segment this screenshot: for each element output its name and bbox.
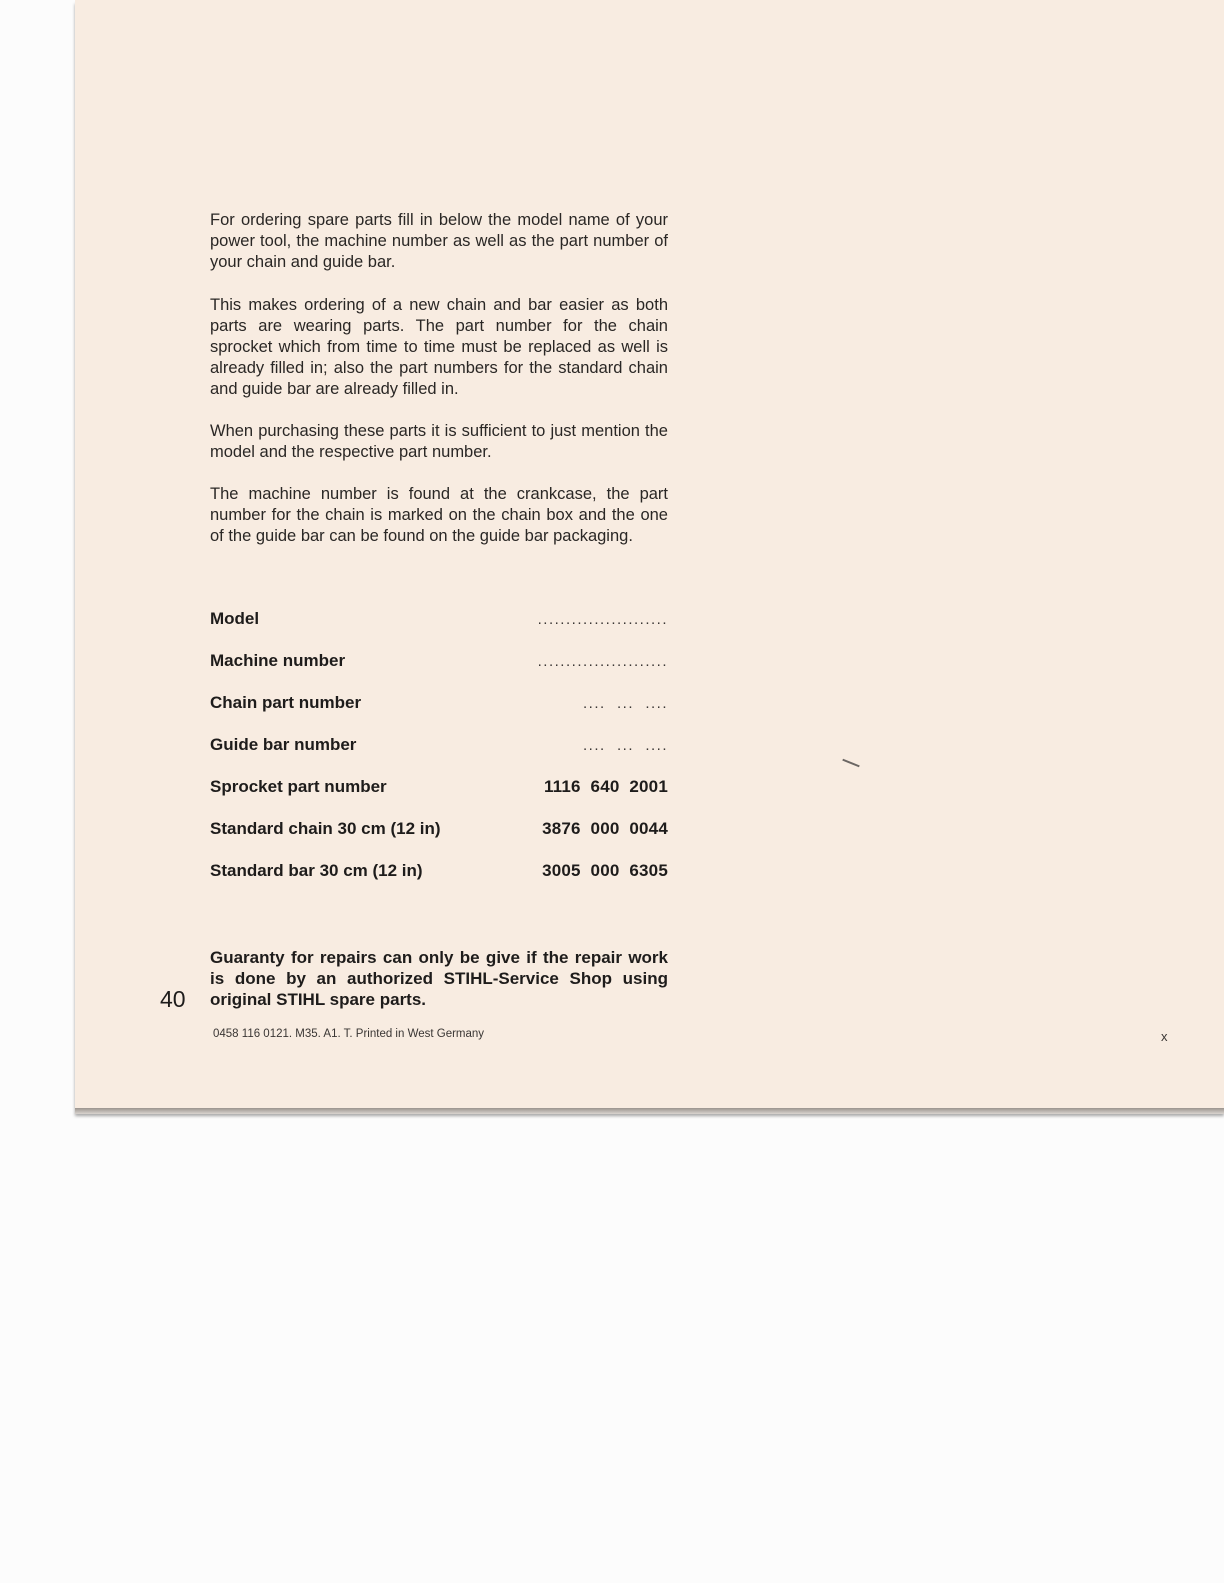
machine-number-paragraph: The machine number is found at the crankcase, the part number for the chain is marked on the chain box and the one of the guide bar can be found on the guide bar packaging. bbox=[210, 485, 668, 545]
corner-mark: x bbox=[1161, 1029, 1168, 1044]
parts-number-value: 3876 000 0044 bbox=[542, 819, 668, 838]
parts-label: Chain part number bbox=[210, 693, 362, 712]
parts-label: Standard chain 30 cm (12 in) bbox=[210, 819, 441, 838]
parts-label: Model bbox=[210, 609, 260, 628]
parts-label: Standard bar 30 cm (12 in) bbox=[210, 861, 423, 880]
parts-blank-value: ....................... bbox=[537, 653, 668, 670]
page-bottom-edge bbox=[75, 1108, 1224, 1114]
page-number: 40 bbox=[160, 986, 186, 1012]
wearing-parts-paragraph: This makes ordering of a new chain and bar easier as both parts are wearing parts. The part number for the chain sprocket which from time to time must be replaced as well is already filled in; also the part numbers for the standard chain and guide bar are already filled in. bbox=[210, 296, 668, 398]
parts-row-guide-bar-number bbox=[210, 731, 668, 773]
parts-blank-value: ....................... bbox=[537, 611, 668, 628]
parts-table bbox=[210, 605, 668, 899]
parts-blank-value: .... ... .... bbox=[582, 695, 668, 712]
parts-number-value: 3005 000 6305 bbox=[542, 861, 668, 880]
purchasing-paragraph: When purchasing these parts it is sufficient to just mention the model and the respective part number. bbox=[210, 422, 668, 461]
guarantee-note: Guaranty for repairs can only be give if the repair work is done by an authorized STIHL-Service Shop using original STIHL spare parts. bbox=[210, 948, 668, 1009]
parts-label: Sprocket part number bbox=[210, 777, 387, 796]
parts-row-standard-chain bbox=[210, 815, 668, 857]
parts-label: Machine number bbox=[210, 651, 346, 670]
parts-label: Guide bar number bbox=[210, 735, 357, 754]
parts-row-chain-part-number bbox=[210, 689, 668, 731]
parts-number-value: 1116 640 2001 bbox=[543, 777, 668, 796]
parts-row-model bbox=[210, 605, 668, 647]
parts-row-standard-bar bbox=[210, 857, 668, 899]
parts-row-machine-number bbox=[210, 647, 668, 689]
intro-paragraph: For ordering spare parts fill in below the model name of your power tool, the machine number as well as the part number of your chain and guide bar. bbox=[210, 211, 668, 271]
parts-blank-value: .... ... .... bbox=[582, 737, 668, 754]
parts-row-sprocket bbox=[210, 773, 668, 815]
print-line: 0458 116 0121. M35. A1. T. Printed in West Germany bbox=[213, 1028, 485, 1040]
booklet-page bbox=[75, 0, 1224, 1112]
